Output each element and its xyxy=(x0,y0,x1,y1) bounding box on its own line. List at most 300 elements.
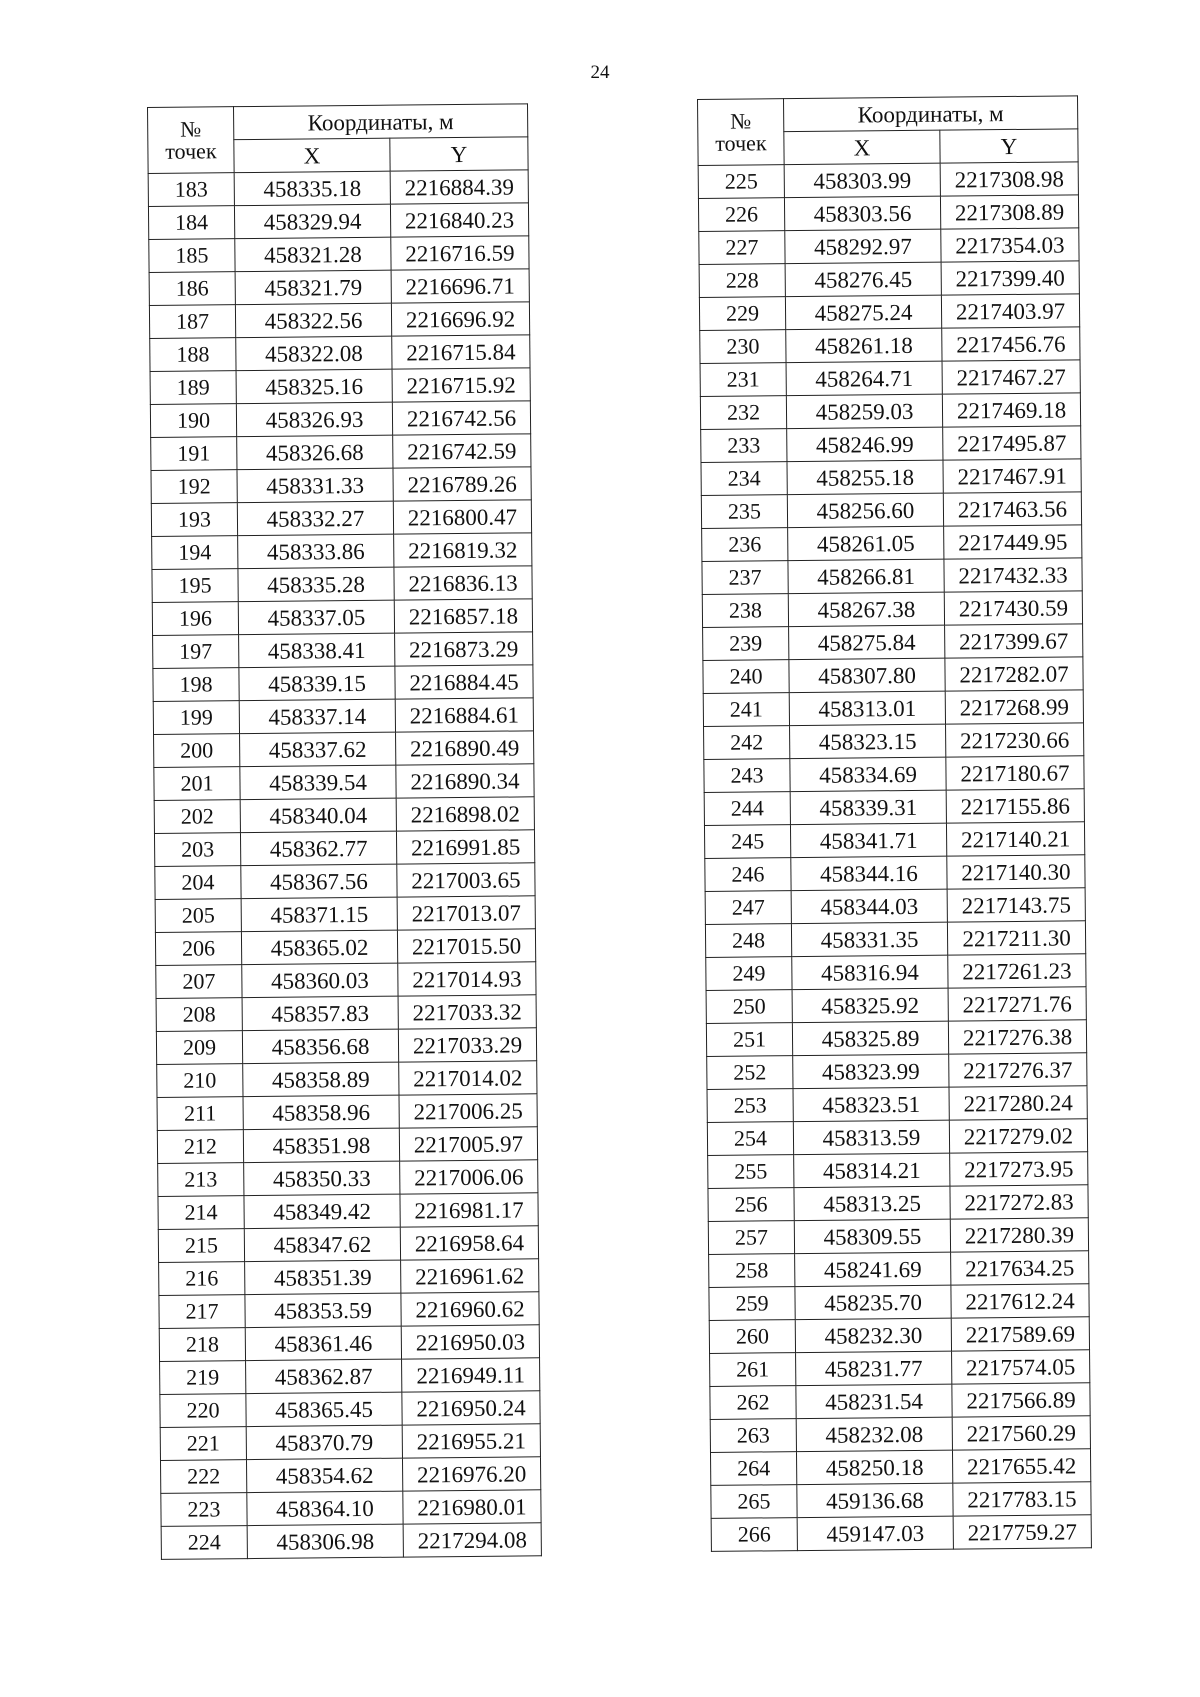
x-coordinate-cell: 458307.80 xyxy=(789,658,945,692)
y-coordinate-cell: 2217261.23 xyxy=(948,954,1086,988)
point-number-cell: 207 xyxy=(156,965,242,999)
y-header: Y xyxy=(940,129,1078,163)
y-coordinate-cell: 2216884.45 xyxy=(395,665,533,699)
y-coordinate-cell: 2217634.25 xyxy=(951,1251,1089,1285)
y-coordinate-cell: 2217432.33 xyxy=(944,558,1082,592)
table-row xyxy=(707,1119,1087,1156)
y-coordinate-cell: 2216884.61 xyxy=(395,698,533,732)
point-number-cell: 255 xyxy=(708,1155,794,1189)
point-number-cell: 202 xyxy=(154,800,240,834)
x-header: X xyxy=(234,138,390,172)
table-row xyxy=(150,335,530,372)
x-coordinate-cell: 458358.89 xyxy=(243,1062,399,1096)
y-coordinate-cell: 2216898.02 xyxy=(396,797,534,831)
point-number-cell: 220 xyxy=(160,1394,246,1428)
point-number-cell: 258 xyxy=(709,1254,795,1288)
x-coordinate-cell: 458351.98 xyxy=(243,1128,399,1162)
point-number-cell: 204 xyxy=(155,866,241,900)
x-header: X xyxy=(784,130,940,164)
point-number-cell: 254 xyxy=(707,1122,793,1156)
y-coordinate-cell: 2217655.42 xyxy=(952,1449,1090,1483)
x-coordinate-cell: 458351.39 xyxy=(245,1260,401,1294)
table-row xyxy=(708,1218,1088,1255)
table-row xyxy=(158,1226,538,1263)
table-row xyxy=(706,1020,1086,1057)
y-coordinate-cell: 2217560.29 xyxy=(952,1416,1090,1450)
x-coordinate-cell: 458322.56 xyxy=(235,303,391,337)
table-row xyxy=(706,954,1086,991)
y-coordinate-cell: 2217143.75 xyxy=(947,888,1085,922)
y-coordinate-cell: 2217033.29 xyxy=(398,1028,536,1062)
x-coordinate-cell: 458337.14 xyxy=(239,699,395,733)
point-number-cell: 248 xyxy=(705,924,791,958)
x-coordinate-cell: 458344.16 xyxy=(791,856,947,890)
x-coordinate-cell: 458231.77 xyxy=(796,1351,952,1385)
point-number-cell: 246 xyxy=(705,858,791,892)
y-coordinate-cell: 2217449.95 xyxy=(944,525,1082,559)
point-number-cell: 250 xyxy=(706,990,792,1024)
y-coordinate-cell: 2217403.97 xyxy=(941,294,1079,328)
y-coordinate-cell: 2217282.07 xyxy=(945,657,1083,691)
table-row xyxy=(702,525,1082,562)
y-coordinate-cell: 2216976.20 xyxy=(402,1457,540,1491)
point-number-cell: 191 xyxy=(151,437,237,471)
y-coordinate-cell: 2216742.59 xyxy=(393,434,531,468)
x-coordinate-cell: 458347.62 xyxy=(244,1227,400,1261)
x-coordinate-cell: 459147.03 xyxy=(797,1516,953,1550)
x-coordinate-cell: 458371.15 xyxy=(241,897,397,931)
table-row xyxy=(710,1350,1090,1387)
table-row xyxy=(711,1515,1091,1552)
coordinates-header: Координаты, м xyxy=(234,104,528,140)
x-coordinate-cell: 458255.18 xyxy=(787,460,943,494)
x-coordinate-cell: 458354.62 xyxy=(246,1458,402,1492)
table-row xyxy=(152,566,532,603)
x-coordinate-cell: 458325.16 xyxy=(236,369,392,403)
y-coordinate-cell: 2216961.62 xyxy=(401,1259,539,1293)
point-number-cell: 194 xyxy=(152,536,238,570)
point-number-cell: 245 xyxy=(704,825,790,859)
x-coordinate-cell: 458235.70 xyxy=(795,1285,951,1319)
x-coordinate-cell: 458367.56 xyxy=(241,864,397,898)
point-number-header xyxy=(148,107,235,174)
y-coordinate-cell: 2217612.24 xyxy=(951,1284,1089,1318)
point-number-cell: 225 xyxy=(698,165,784,199)
table-row xyxy=(160,1424,540,1461)
y-coordinate-cell: 2217015.50 xyxy=(397,929,535,963)
table-row xyxy=(702,558,1082,595)
table-row xyxy=(703,657,1083,694)
point-number-cell: 206 xyxy=(155,932,241,966)
points-label: точек xyxy=(715,129,767,156)
point-number-cell: 242 xyxy=(704,726,790,760)
point-number-cell: 193 xyxy=(151,503,237,537)
y-coordinate-cell: 2217280.39 xyxy=(950,1218,1088,1252)
point-number-cell: 217 xyxy=(159,1295,245,1329)
x-coordinate-cell: 458303.99 xyxy=(784,163,940,197)
x-coordinate-cell: 458326.93 xyxy=(236,402,392,436)
table-row xyxy=(160,1358,540,1395)
point-number-cell: 251 xyxy=(706,1023,792,1057)
point-number-cell: 203 xyxy=(154,833,240,867)
table-row xyxy=(709,1251,1089,1288)
coordinates-header: Координаты, м xyxy=(784,96,1078,132)
y-coordinate-cell: 2217566.89 xyxy=(952,1383,1090,1417)
y-coordinate-cell: 2216955.21 xyxy=(402,1424,540,1458)
table-row xyxy=(154,830,534,867)
x-coordinate-cell: 458321.28 xyxy=(235,237,391,271)
point-number-cell: 265 xyxy=(711,1485,797,1519)
table-row xyxy=(700,327,1080,364)
point-number-cell: 232 xyxy=(700,396,786,430)
table-row xyxy=(150,368,530,405)
x-coordinate-cell: 458275.84 xyxy=(789,625,945,659)
table-row xyxy=(156,962,536,999)
point-number-cell: 252 xyxy=(707,1056,793,1090)
x-coordinate-cell: 458267.38 xyxy=(788,592,944,626)
x-coordinate-cell: 458331.35 xyxy=(791,922,947,956)
table-row xyxy=(704,789,1084,826)
y-coordinate-cell: 2217308.89 xyxy=(940,195,1078,229)
point-number-cell: 235 xyxy=(701,495,787,529)
x-coordinate-cell: 458232.08 xyxy=(796,1417,952,1451)
x-coordinate-cell: 458321.79 xyxy=(235,270,391,304)
y-coordinate-cell: 2217467.27 xyxy=(942,360,1080,394)
table-row xyxy=(152,533,532,570)
y-coordinate-cell: 2216960.62 xyxy=(401,1292,539,1326)
table-row xyxy=(149,269,529,306)
y-coordinate-cell: 2217005.97 xyxy=(399,1127,537,1161)
y-coordinate-cell: 2216950.24 xyxy=(402,1391,540,1425)
x-coordinate-cell: 458338.41 xyxy=(239,633,395,667)
y-coordinate-cell: 2217211.30 xyxy=(947,921,1085,955)
table-row xyxy=(160,1391,540,1428)
x-coordinate-cell: 458309.55 xyxy=(794,1219,950,1253)
point-number-cell: 229 xyxy=(699,297,785,331)
point-number-cell: 184 xyxy=(148,206,234,240)
point-number-cell: 236 xyxy=(702,528,788,562)
x-coordinate-cell: 458361.46 xyxy=(245,1326,401,1360)
x-coordinate-cell: 458246.99 xyxy=(787,427,943,461)
x-coordinate-cell: 458333.86 xyxy=(238,534,394,568)
point-number-header xyxy=(698,99,785,166)
y-coordinate-cell: 2216800.47 xyxy=(393,500,531,534)
point-number-cell: 257 xyxy=(708,1221,794,1255)
table-row xyxy=(710,1383,1090,1420)
y-coordinate-cell: 2217280.24 xyxy=(949,1086,1087,1120)
table-row xyxy=(698,195,1078,232)
table-row xyxy=(705,888,1085,925)
y-coordinate-cell: 2217456.76 xyxy=(942,327,1080,361)
y-coordinate-cell: 2217014.93 xyxy=(398,962,536,996)
table-row xyxy=(161,1523,541,1560)
y-coordinate-cell: 2217155.86 xyxy=(946,789,1084,823)
x-coordinate-cell: 458314.21 xyxy=(794,1153,950,1187)
table-row xyxy=(157,1061,537,1098)
y-coordinate-cell: 2216981.17 xyxy=(400,1193,538,1227)
y-coordinate-cell: 2217399.67 xyxy=(945,624,1083,658)
point-number-cell: 209 xyxy=(156,1031,242,1065)
x-coordinate-cell: 458313.01 xyxy=(789,691,945,725)
table-row xyxy=(703,690,1083,727)
table-row xyxy=(154,764,534,801)
point-number-cell: 264 xyxy=(710,1452,796,1486)
point-number-cell: 192 xyxy=(151,470,237,504)
x-coordinate-cell: 458232.30 xyxy=(795,1318,951,1352)
x-coordinate-cell: 458266.81 xyxy=(788,559,944,593)
point-number-cell: 219 xyxy=(160,1361,246,1395)
point-number-cell: 208 xyxy=(156,998,242,1032)
y-header: Y xyxy=(390,137,528,171)
x-coordinate-cell: 458264.71 xyxy=(786,361,942,395)
table-row xyxy=(160,1457,540,1494)
y-coordinate-cell: 2216949.11 xyxy=(402,1358,540,1392)
table-row xyxy=(706,987,1086,1024)
point-number-cell: 198 xyxy=(153,668,239,702)
x-coordinate-cell: 458339.31 xyxy=(790,790,946,824)
y-coordinate-cell: 2216958.64 xyxy=(400,1226,538,1260)
table-row xyxy=(153,632,533,669)
x-coordinate-cell: 458365.02 xyxy=(241,930,397,964)
table-row xyxy=(707,1086,1087,1123)
point-number-cell: 201 xyxy=(154,767,240,801)
y-coordinate-cell: 2217399.40 xyxy=(941,261,1079,295)
y-coordinate-cell: 2217430.59 xyxy=(944,591,1082,625)
table-row xyxy=(151,434,531,471)
y-coordinate-cell: 2217294.08 xyxy=(403,1523,541,1557)
point-number-cell: 239 xyxy=(703,627,789,661)
table-row xyxy=(705,921,1085,958)
y-coordinate-cell: 2217759.27 xyxy=(953,1515,1091,1549)
y-coordinate-cell: 2217230.66 xyxy=(946,723,1084,757)
point-number-cell: 218 xyxy=(159,1328,245,1362)
table-row xyxy=(151,467,531,504)
x-coordinate-cell: 458358.96 xyxy=(243,1095,399,1129)
y-coordinate-cell: 2216696.71 xyxy=(391,269,529,303)
x-coordinate-cell: 458241.69 xyxy=(795,1252,951,1286)
x-coordinate-cell: 458316.94 xyxy=(792,955,948,989)
y-coordinate-cell: 2217180.67 xyxy=(946,756,1084,790)
x-coordinate-cell: 458313.25 xyxy=(794,1186,950,1220)
y-coordinate-cell: 2217469.18 xyxy=(942,393,1080,427)
y-coordinate-cell: 2216980.01 xyxy=(403,1490,541,1524)
y-coordinate-cell: 2216857.18 xyxy=(394,599,532,633)
table-row xyxy=(161,1490,541,1527)
point-number-cell: 238 xyxy=(702,594,788,628)
y-coordinate-cell: 2217495.87 xyxy=(943,426,1081,460)
y-coordinate-cell: 2216890.49 xyxy=(396,731,534,765)
y-coordinate-cell: 2217574.05 xyxy=(952,1350,1090,1384)
x-coordinate-cell: 458337.05 xyxy=(238,600,394,634)
table-row xyxy=(155,863,535,900)
x-coordinate-cell: 458323.51 xyxy=(793,1087,949,1121)
table-row xyxy=(703,624,1083,661)
table-row xyxy=(708,1185,1088,1222)
point-number-cell: 241 xyxy=(703,693,789,727)
point-number-cell: 187 xyxy=(149,305,235,339)
y-coordinate-cell: 2216715.92 xyxy=(392,368,530,402)
point-number-cell: 215 xyxy=(158,1229,244,1263)
x-coordinate-cell: 459136.68 xyxy=(797,1483,953,1517)
table-row xyxy=(702,591,1082,628)
number-sign: № xyxy=(180,115,202,142)
y-coordinate-cell: 2217308.98 xyxy=(940,162,1078,196)
point-number-cell: 190 xyxy=(150,404,236,438)
x-coordinate-cell: 458365.45 xyxy=(246,1392,402,1426)
point-number-cell: 266 xyxy=(711,1518,797,1552)
y-coordinate-cell: 2216950.03 xyxy=(401,1325,539,1359)
x-coordinate-cell: 458322.08 xyxy=(236,336,392,370)
table-row xyxy=(148,203,528,240)
x-coordinate-cell: 458337.62 xyxy=(240,732,396,766)
point-number-cell: 263 xyxy=(710,1419,796,1453)
point-number-cell: 247 xyxy=(705,891,791,925)
point-number-cell: 199 xyxy=(153,701,239,735)
table-row xyxy=(707,1053,1087,1090)
x-coordinate-cell: 458276.45 xyxy=(785,262,941,296)
point-number-cell: 188 xyxy=(150,338,236,372)
y-coordinate-cell: 2217276.37 xyxy=(949,1053,1087,1087)
x-coordinate-cell: 458339.54 xyxy=(240,765,396,799)
y-coordinate-cell: 2217006.06 xyxy=(400,1160,538,1194)
point-number-cell: 185 xyxy=(149,239,235,273)
point-number-cell: 234 xyxy=(701,462,787,496)
point-number-cell: 196 xyxy=(152,602,238,636)
table-row xyxy=(159,1259,539,1296)
point-number-cell: 214 xyxy=(158,1196,244,1230)
x-coordinate-cell: 458303.56 xyxy=(784,196,940,230)
x-coordinate-cell: 458325.89 xyxy=(792,1021,948,1055)
x-coordinate-cell: 458353.59 xyxy=(245,1293,401,1327)
table-row xyxy=(158,1160,538,1197)
y-coordinate-cell: 2217279.02 xyxy=(949,1119,1087,1153)
x-coordinate-cell: 458362.87 xyxy=(246,1359,402,1393)
point-number-cell: 243 xyxy=(704,759,790,793)
table-row xyxy=(153,698,533,735)
table-row xyxy=(709,1317,1089,1354)
table-row xyxy=(704,723,1084,760)
table-row xyxy=(701,492,1081,529)
table-row xyxy=(159,1325,539,1362)
y-coordinate-cell: 2216884.39 xyxy=(390,170,528,204)
point-number-cell: 226 xyxy=(698,198,784,232)
point-number-cell: 183 xyxy=(148,173,234,207)
point-number-cell: 197 xyxy=(153,635,239,669)
table-row xyxy=(155,896,535,933)
x-coordinate-cell: 458231.54 xyxy=(796,1384,952,1418)
x-coordinate-cell: 458256.60 xyxy=(787,493,943,527)
y-coordinate-cell: 2217276.38 xyxy=(948,1020,1086,1054)
point-number-cell: 231 xyxy=(700,363,786,397)
table-row xyxy=(699,228,1079,265)
x-coordinate-cell: 458362.77 xyxy=(240,831,396,865)
x-coordinate-cell: 458344.03 xyxy=(791,889,947,923)
point-number-cell: 212 xyxy=(157,1130,243,1164)
x-coordinate-cell: 458340.04 xyxy=(240,798,396,832)
table-row xyxy=(156,1028,536,1065)
y-coordinate-cell: 2217354.03 xyxy=(941,228,1079,262)
table-row xyxy=(704,756,1084,793)
point-number-cell: 211 xyxy=(157,1097,243,1131)
x-coordinate-cell: 458339.15 xyxy=(239,666,395,700)
y-coordinate-cell: 2216716.59 xyxy=(391,236,529,270)
point-number-cell: 189 xyxy=(150,371,236,405)
point-number-cell: 221 xyxy=(160,1427,246,1461)
table-row xyxy=(150,401,530,438)
point-number-cell: 233 xyxy=(701,429,787,463)
point-number-cell: 260 xyxy=(709,1320,795,1354)
x-coordinate-cell: 458329.94 xyxy=(234,204,390,238)
point-number-cell: 222 xyxy=(160,1460,246,1494)
x-coordinate-cell: 458326.68 xyxy=(237,435,393,469)
coordinates-table-left xyxy=(147,103,542,1560)
table-row xyxy=(708,1152,1088,1189)
table-row xyxy=(149,302,529,339)
table-row xyxy=(709,1284,1089,1321)
y-coordinate-cell: 2217272.83 xyxy=(950,1185,1088,1219)
y-coordinate-cell: 2216696.92 xyxy=(391,302,529,336)
coordinates-table-right xyxy=(697,95,1092,1552)
table-row xyxy=(149,236,529,273)
point-number-cell: 216 xyxy=(159,1262,245,1296)
x-coordinate-cell: 458261.18 xyxy=(786,328,942,362)
x-coordinate-cell: 458341.71 xyxy=(790,823,946,857)
point-number-cell: 253 xyxy=(707,1089,793,1123)
x-coordinate-cell: 458292.97 xyxy=(785,229,941,263)
table-row xyxy=(699,261,1079,298)
x-coordinate-cell: 458250.18 xyxy=(796,1450,952,1484)
y-coordinate-cell: 2216789.26 xyxy=(393,467,531,501)
table-row xyxy=(156,995,536,1032)
table-row xyxy=(154,797,534,834)
y-coordinate-cell: 2217467.91 xyxy=(943,459,1081,493)
x-coordinate-cell: 458356.68 xyxy=(242,1029,398,1063)
x-coordinate-cell: 458313.59 xyxy=(793,1120,949,1154)
point-number-cell: 230 xyxy=(700,330,786,364)
y-coordinate-cell: 2217783.15 xyxy=(953,1482,1091,1516)
y-coordinate-cell: 2216836.13 xyxy=(394,566,532,600)
y-coordinate-cell: 2217013.07 xyxy=(397,896,535,930)
table-row xyxy=(710,1416,1090,1453)
x-coordinate-cell: 458350.33 xyxy=(244,1161,400,1195)
x-coordinate-cell: 458370.79 xyxy=(246,1425,402,1459)
point-number-cell: 249 xyxy=(706,957,792,991)
table-row xyxy=(711,1482,1091,1519)
table-row xyxy=(159,1292,539,1329)
table-row xyxy=(153,665,533,702)
x-coordinate-cell: 458335.18 xyxy=(234,171,390,205)
table-row xyxy=(157,1127,537,1164)
table-row xyxy=(148,170,528,207)
y-coordinate-cell: 2217003.65 xyxy=(397,863,535,897)
point-number-cell: 213 xyxy=(158,1163,244,1197)
point-number-cell: 195 xyxy=(152,569,238,603)
table-row xyxy=(152,599,532,636)
table-row xyxy=(700,393,1080,430)
point-number-cell: 262 xyxy=(710,1386,796,1420)
x-coordinate-cell: 458335.28 xyxy=(238,567,394,601)
point-number-cell: 261 xyxy=(710,1353,796,1387)
y-coordinate-cell: 2216840.23 xyxy=(390,203,528,237)
x-coordinate-cell: 458323.99 xyxy=(793,1054,949,1088)
x-coordinate-cell: 458306.98 xyxy=(247,1524,403,1558)
table-row xyxy=(701,426,1081,463)
table-row xyxy=(699,294,1079,331)
y-coordinate-cell: 2216715.84 xyxy=(392,335,530,369)
point-number-cell: 240 xyxy=(703,660,789,694)
point-number-cell: 200 xyxy=(154,734,240,768)
x-coordinate-cell: 458334.69 xyxy=(790,757,946,791)
